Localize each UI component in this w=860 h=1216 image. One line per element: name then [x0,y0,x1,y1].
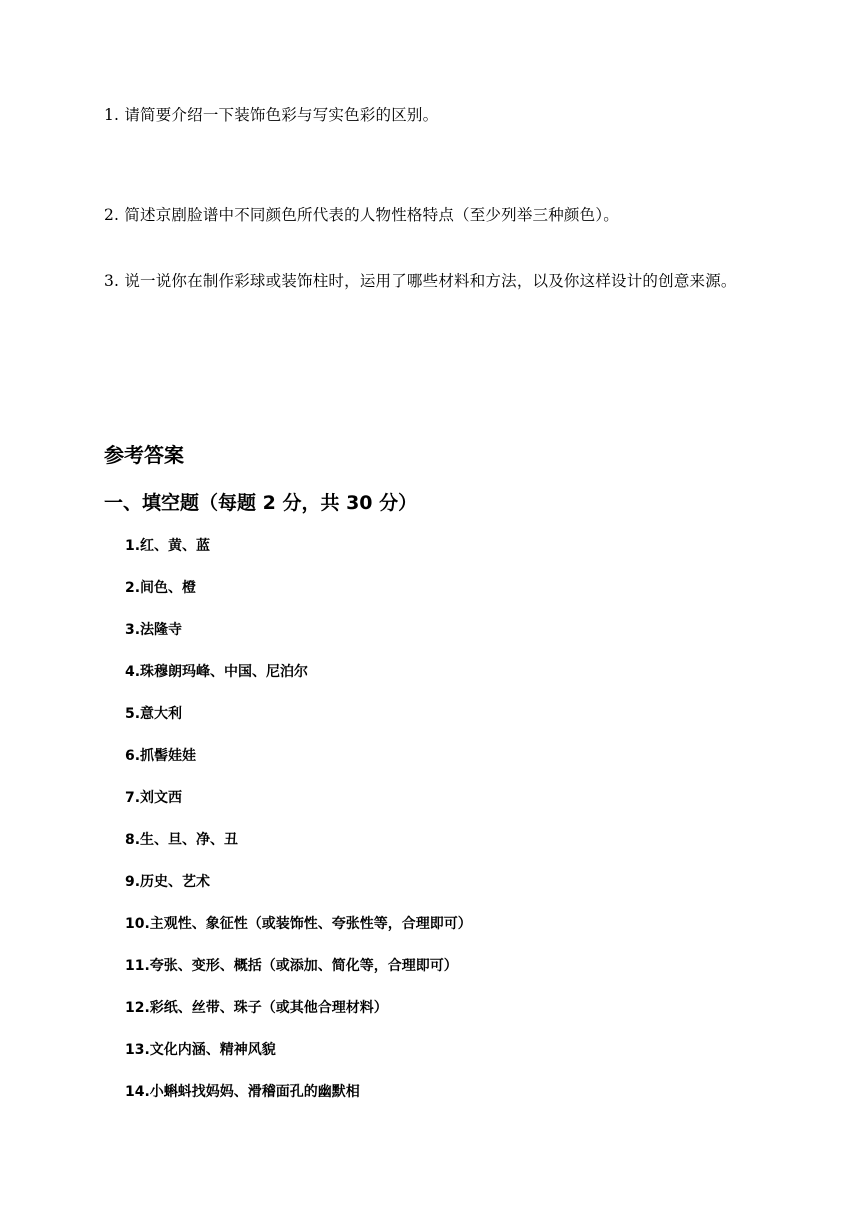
answer-item: 1.红、黄、蓝 [125,538,211,554]
answer-list [125,533,472,1121]
section-heading: 一、填空题（每题 2 分，共 30 分） [104,492,418,514]
answer-heading: 参考答案 [104,443,184,467]
answer-item: 5.意大利 [125,706,183,722]
answer-item: 11.夸张、变形、概括（或添加、简化等，合理即可） [125,958,458,974]
answer-item: 9.历史、艺术 [125,874,211,890]
answer-item: 3.法隆寺 [125,622,183,638]
answer-item: 13.文化内涵、精神风貌 [125,1042,276,1058]
answer-item: 4.珠穆朗玛峰、中国、尼泊尔 [125,664,309,680]
answer-item: 10.主观性、象征性（或装饰性、夸张性等，合理即可） [125,916,472,932]
answer-item: 14.小蝌蚪找妈妈、滑稽面孔的幽默相 [125,1084,360,1100]
question-3: 3. 说一说你在制作彩球或装饰柱时，运用了哪些材料和方法，以及你这样设计的创意来源。 [104,272,737,290]
answer-item: 8.生、旦、净、丑 [125,832,239,848]
question-1: 1. 请简要介绍一下装饰色彩与写实色彩的区别。 [104,106,439,124]
answer-item: 2.间色、橙 [125,580,197,596]
answer-item: 7.刘文西 [125,790,183,806]
question-2: 2. 简述京剧脸谱中不同颜色所代表的人物性格特点（至少列举三种颜色）。 [104,206,619,224]
answer-item: 12.彩纸、丝带、珠子（或其他合理材料） [125,1000,388,1016]
answer-item: 6.抓髻娃娃 [125,748,197,764]
